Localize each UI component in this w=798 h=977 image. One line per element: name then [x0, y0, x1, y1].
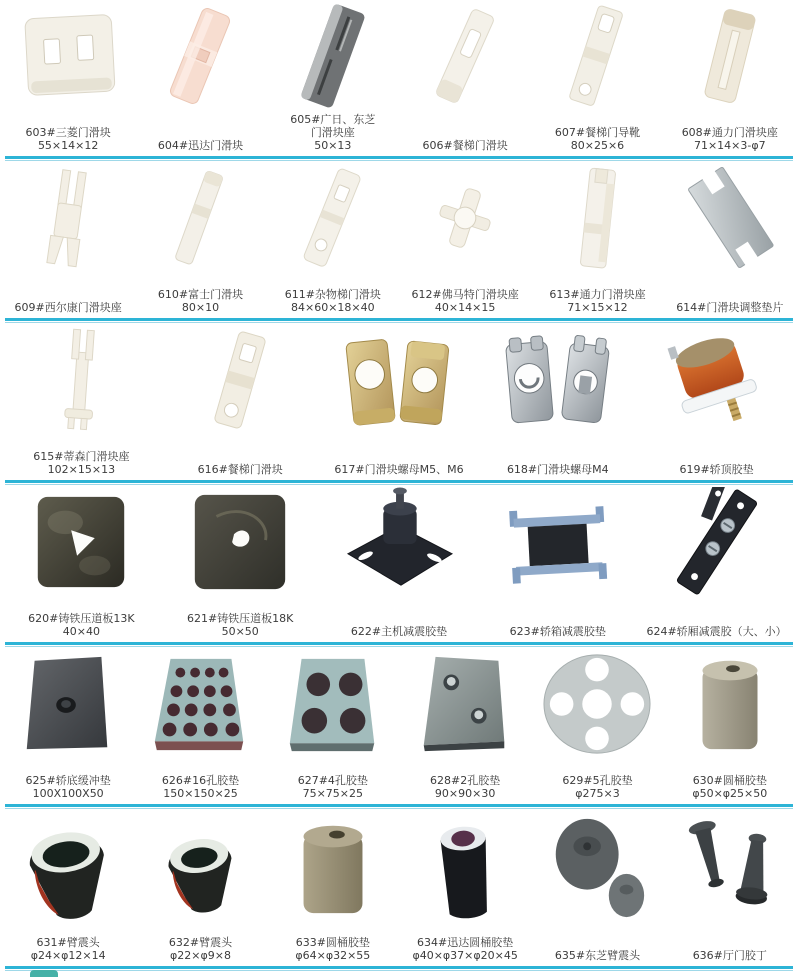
- product-cell-606: [399, 0, 531, 156]
- product-cell-618: [478, 324, 637, 480]
- caption-line: 628#2孔胶垫: [430, 774, 501, 787]
- product-caption-610: [158, 274, 243, 318]
- caption-line: 614#门滑块调整垫片: [676, 301, 784, 314]
- caption-line: 627#4孔胶垫: [297, 774, 368, 787]
- caption-line: 619#轿顶胶垫: [679, 463, 754, 476]
- caption-line: 50×13: [314, 139, 352, 152]
- product-cell-621: [161, 486, 320, 642]
- caption-line: φ64×φ32×55: [295, 949, 371, 962]
- product-caption-603: [26, 112, 111, 156]
- caption-line: 616#餐梯门滑块: [197, 463, 283, 476]
- product-photo-628: [399, 648, 531, 760]
- product-caption-625: [26, 760, 111, 804]
- product-caption-622: [351, 598, 447, 642]
- product-caption-627: [298, 760, 368, 804]
- product-caption-609: [15, 274, 122, 318]
- product-photo-623: [478, 486, 637, 598]
- product-cell-610: [134, 162, 266, 318]
- caption-line: φ22×φ9×8: [170, 949, 231, 962]
- product-cell-605: [267, 0, 399, 156]
- caption-line: 607#餐梯门导靴: [554, 126, 641, 139]
- caption-line: 629#5孔胶垫: [562, 774, 633, 787]
- product-cell-619: [637, 324, 796, 480]
- caption-line: 632#臂震头: [168, 936, 233, 949]
- caption-line: 84×60×18×40: [290, 301, 375, 314]
- product-photo-620: [2, 486, 161, 598]
- product-photo-617: [320, 324, 479, 436]
- caption-line: 609#西尔康门滑块座: [14, 301, 122, 314]
- product-cell-608: [664, 0, 796, 156]
- caption-line: 608#通力门滑块座: [681, 126, 778, 139]
- caption-line: 630#圆桶胶垫: [692, 774, 767, 787]
- product-cell-633: [267, 810, 399, 966]
- caption-line: 80×10: [181, 301, 220, 314]
- product-cell-635: [531, 810, 663, 966]
- product-photo-629: [531, 648, 663, 760]
- product-caption-620: [28, 598, 134, 642]
- caption-line: φ40×φ37×φ20×45: [412, 949, 518, 962]
- product-caption-619: [679, 436, 753, 480]
- product-caption-616: [198, 436, 283, 480]
- product-cell-622: [320, 486, 479, 642]
- product-caption-626: [162, 760, 239, 804]
- product-cell-617: [320, 324, 479, 480]
- caption-line: 80×25×6: [570, 139, 625, 152]
- caption-line: 626#16孔胶垫: [161, 774, 240, 787]
- product-photo-625: [2, 648, 134, 760]
- product-cell-604: [134, 0, 266, 156]
- product-caption-628: [430, 760, 500, 804]
- product-photo-606: [399, 0, 531, 112]
- product-photo-613: [531, 162, 663, 274]
- product-photo-618: [478, 324, 637, 436]
- caption-line: 625#轿底缓冲垫: [25, 774, 111, 787]
- caption-line: 617#门滑块螺母M5、M6: [334, 463, 464, 476]
- caption-line: 636#厅门胶丁: [692, 949, 767, 962]
- caption-line: 40×40: [62, 625, 100, 638]
- catalog-row-2: [0, 162, 798, 318]
- product-cell-603: [2, 0, 134, 156]
- product-caption-630: [692, 760, 767, 804]
- caption-line: 618#门滑块螺母M4: [506, 463, 609, 476]
- product-caption-612: [412, 274, 519, 318]
- product-photo-611: [267, 162, 399, 274]
- product-cell-607: [531, 0, 663, 156]
- caption-line: 635#东芝臂震头: [554, 949, 641, 962]
- caption-line: 610#富士门滑块: [157, 288, 244, 301]
- product-cell-634: [399, 810, 531, 966]
- product-photo-612: [399, 162, 531, 274]
- product-caption-618: [507, 436, 609, 480]
- product-caption-636: [693, 922, 767, 966]
- caption-line: 604#迅达门滑块: [157, 139, 244, 152]
- product-caption-635: [555, 922, 640, 966]
- caption-line: φ50×φ25×50: [692, 787, 768, 800]
- product-caption-613: [549, 274, 645, 318]
- product-caption-614: [676, 274, 783, 318]
- product-caption-634: [412, 922, 517, 966]
- product-photo-615: [2, 324, 161, 436]
- product-cell-625: [2, 648, 134, 804]
- product-caption-629: [562, 760, 632, 804]
- product-caption-617: [334, 436, 463, 480]
- caption-line: 615#蒂森门滑块座: [33, 450, 130, 463]
- caption-line: 620#铸铁压道板13K: [28, 612, 135, 625]
- product-cell-636: [664, 810, 796, 966]
- product-cell-629: [531, 648, 663, 804]
- product-photo-614: [664, 162, 796, 274]
- product-photo-605: [267, 0, 399, 112]
- caption-line: 150×150×25: [163, 787, 238, 800]
- caption-line: 50×50: [221, 625, 259, 638]
- caption-line: 40×14×15: [434, 301, 496, 314]
- product-caption-633: [295, 922, 370, 966]
- product-caption-606: [423, 112, 508, 156]
- product-cell-626: [134, 648, 266, 804]
- caption-line: 633#圆桶胶垫: [295, 936, 370, 949]
- product-caption-624: [646, 598, 786, 642]
- product-photo-636: [664, 810, 796, 922]
- product-cell-616: [161, 324, 320, 480]
- catalog-row-6: [0, 810, 798, 966]
- product-photo-603: [2, 0, 134, 112]
- caption-line: 622#主机减震胶垫: [350, 625, 448, 638]
- product-cell-612: [399, 162, 531, 318]
- caption-line: φ275×3: [575, 787, 620, 800]
- caption-line: 55×14×12: [37, 139, 99, 152]
- caption-line: 612#佛马特门滑块座: [411, 288, 519, 301]
- product-cell-611: [267, 162, 399, 318]
- product-photo-607: [531, 0, 663, 112]
- product-photo-616: [161, 324, 320, 436]
- product-cell-630: [664, 648, 796, 804]
- caption-line: 613#通力门滑块座: [549, 288, 646, 301]
- product-caption-605: [290, 112, 375, 156]
- caption-line: 605#广日、东芝: [290, 113, 376, 126]
- caption-line: 611#杂物梯门滑块: [284, 288, 381, 301]
- product-cell-613: [531, 162, 663, 318]
- product-photo-609: [2, 162, 134, 274]
- caption-line: 631#臂震头: [36, 936, 100, 949]
- product-photo-610: [134, 162, 266, 274]
- product-caption-615: [33, 436, 129, 480]
- catalog-row-5: [0, 648, 798, 804]
- product-photo-622: [320, 486, 479, 598]
- row-divider: [5, 966, 793, 972]
- product-caption-608: [682, 112, 778, 156]
- product-photo-619: [637, 324, 796, 436]
- caption-line: 102×15×13: [47, 463, 116, 476]
- product-photo-624: [637, 486, 796, 598]
- product-caption-607: [555, 112, 640, 156]
- caption-line: φ24×φ12×14: [30, 949, 106, 962]
- product-caption-623: [510, 598, 606, 642]
- product-photo-621: [161, 486, 320, 598]
- product-cell-609: [2, 162, 134, 318]
- product-photo-634: [399, 810, 531, 922]
- product-cell-628: [399, 648, 531, 804]
- caption-line: 71×15×12: [567, 301, 628, 314]
- caption-line: 634#迅达圆桶胶垫: [417, 936, 514, 949]
- product-cell-620: [2, 486, 161, 642]
- product-cell-624: [637, 486, 796, 642]
- catalog-row-1: [0, 0, 798, 156]
- product-photo-632: [134, 810, 266, 922]
- product-caption-631: [31, 922, 106, 966]
- bottom-left-fragment: [30, 970, 58, 977]
- caption-line: 603#三菱门滑块: [25, 126, 111, 139]
- caption-line: 71×14×3-φ7: [693, 139, 766, 152]
- caption-line: 606#餐梯门滑块: [422, 139, 508, 152]
- product-caption-611: [285, 274, 381, 318]
- product-cell-615: [2, 324, 161, 480]
- catalog-row-3: [0, 324, 798, 480]
- product-cell-631: [2, 810, 134, 966]
- product-photo-631: [2, 810, 134, 922]
- product-photo-608: [664, 0, 796, 112]
- product-photo-604: [134, 0, 266, 112]
- caption-line: 90×90×30: [434, 787, 496, 800]
- caption-line: 门滑块座: [310, 126, 355, 139]
- product-caption-632: [169, 922, 232, 966]
- product-photo-630: [664, 648, 796, 760]
- product-caption-621: [187, 598, 293, 642]
- caption-line: 621#铸铁压道板18K: [186, 612, 294, 625]
- product-photo-635: [531, 810, 663, 922]
- caption-line: 100X100X50: [32, 787, 104, 800]
- caption-line: 624#轿厢减震胶（大、小）: [646, 625, 787, 638]
- product-cell-614: [664, 162, 796, 318]
- product-photo-626: [134, 648, 266, 760]
- caption-line: 623#轿箱减震胶垫: [509, 625, 606, 638]
- product-cell-632: [134, 810, 266, 966]
- product-cell-623: [478, 486, 637, 642]
- product-photo-627: [267, 648, 399, 760]
- product-caption-604: [158, 112, 243, 156]
- product-photo-633: [267, 810, 399, 922]
- product-cell-627: [267, 648, 399, 804]
- catalog-row-4: [0, 486, 798, 642]
- caption-line: 75×75×25: [302, 787, 364, 800]
